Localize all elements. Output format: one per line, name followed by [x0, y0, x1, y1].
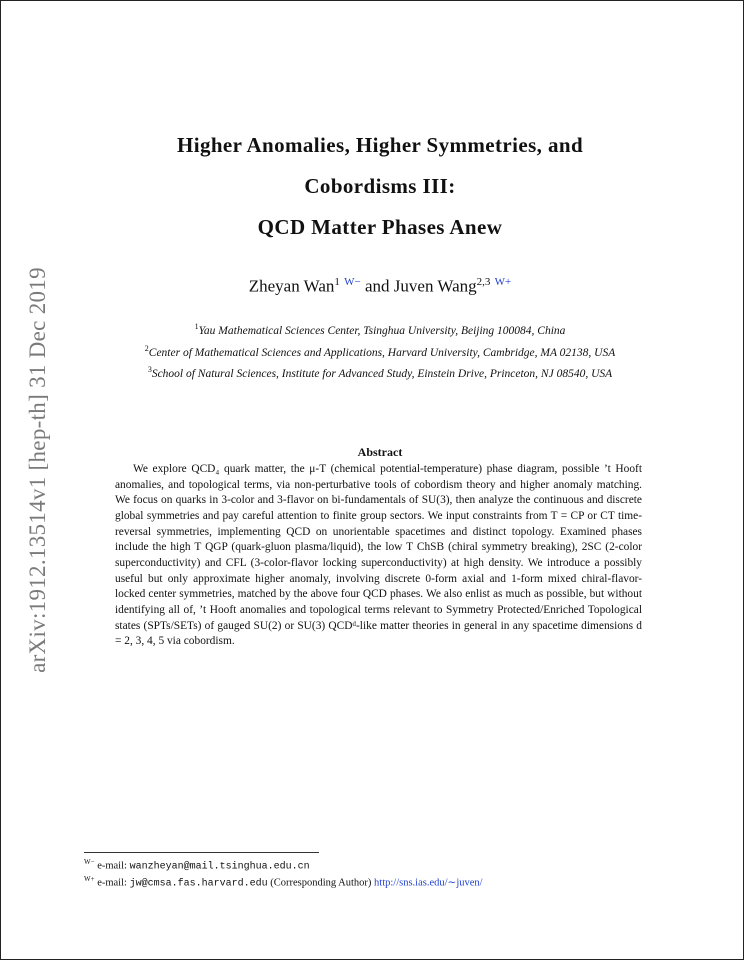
footnote-email-2: [84, 875, 483, 890]
homepage-link[interactable]: http://sns.ias.edu/∼juven/: [374, 877, 483, 889]
affiliation-text: Center of Mathematical Sciences and Applications, Harvard University, Cambridge, MA 02138, USA: [148, 346, 616, 359]
title-line-3: QCD Matter Phases Anew: [257, 215, 503, 239]
author-conjunction: and: [365, 276, 390, 296]
abstract-paragraph: We explore QCD₄ quark matter, the μ-T (chemical potential-temperature) phase diagram, possible ’t Hooft anomalies, and topological terms, via non-perturbative tools of cobordism theory and higher anomaly matching. We focus on quarks in 3-color and 3-flavor on bi-fundamentals of SU(3), then analyze the continuous and discrete global symmetries and pay careful attention to finite group sectors. We input constraints from T = CP or CT time-reversal symmetries, implementing QCD on unorientable spacetimes and distinct topology. Examined phases include the high T QGP (quark-gluon plasma/liquid), the low T ChSB (chiral symmetry breaking), 2SC (2-color superconductivity) and CFL (3-color-flavor locking superconductivity) at high density. We introduce a possibly useful but only approximate higher anomaly, involving discrete 0-form axial and 1-form mixed chiral-flavor-locked center symmetries, matched by the above four QCD phases. We also enlist as much as possible, but without identifying all of, ’t Hooft anomalies and topological terms relevant to Symmetry Protected/Enriched Topological states (SPTs/SETs) of gauged SU(2) or SU(3) QCDᵈ-like matter theories in general in any spacetime dimensions d = 2, 3, 4, 5 via cobordism.: [115, 463, 642, 648]
footnote-label: e-mail:: [97, 877, 127, 889]
affiliation: [80, 322, 680, 337]
footnote-link[interactable]: W+: [494, 276, 512, 288]
author-line: [100, 276, 660, 297]
title-line-1: Higher Anomalies, Higher Symmetries, and: [176, 133, 584, 157]
footnote-link[interactable]: W−: [344, 276, 361, 288]
abstract-body: [115, 462, 642, 650]
email-address[interactable]: wanzheyan@mail.tsinghua.edu.cn: [129, 861, 310, 873]
affiliation-text: School of Natural Sciences, Institute for Advanced Study, Einstein Drive, Princeton, NJ 08540, USA: [151, 367, 613, 380]
title-line-2: Cobordisms III:: [304, 174, 456, 198]
affiliation: [80, 344, 680, 359]
email-address[interactable]: jw@cmsa.fas.harvard.edu: [129, 878, 268, 890]
author-affil-sup: 1: [334, 276, 340, 288]
author-name: Juven Wang: [393, 276, 477, 296]
footnote-email-1: [84, 858, 310, 873]
author-affil-sup: 2,3: [476, 276, 491, 288]
footnote-label: e-mail:: [97, 860, 127, 872]
author-name: Zheyan Wan: [248, 276, 335, 296]
corresponding-author-note: (Corresponding Author): [270, 877, 372, 889]
footnote-mark: W+: [84, 875, 95, 883]
affiliation: [80, 365, 680, 380]
footnote-divider: [84, 852, 319, 853]
footnote-mark: W−: [84, 858, 95, 866]
affiliation-text: Yau Mathematical Sciences Center, Tsinghua University, Beijing 100084, China: [198, 324, 566, 337]
affiliation-number: 1: [194, 322, 199, 331]
abstract-heading: Abstract: [357, 445, 403, 459]
affiliation-number: 2: [144, 344, 149, 353]
affiliation-number: 3: [147, 365, 152, 374]
arxiv-identifier-stamp: arXiv:1912.13514v1 [hep-th] 31 Dec 2019: [25, 267, 50, 673]
